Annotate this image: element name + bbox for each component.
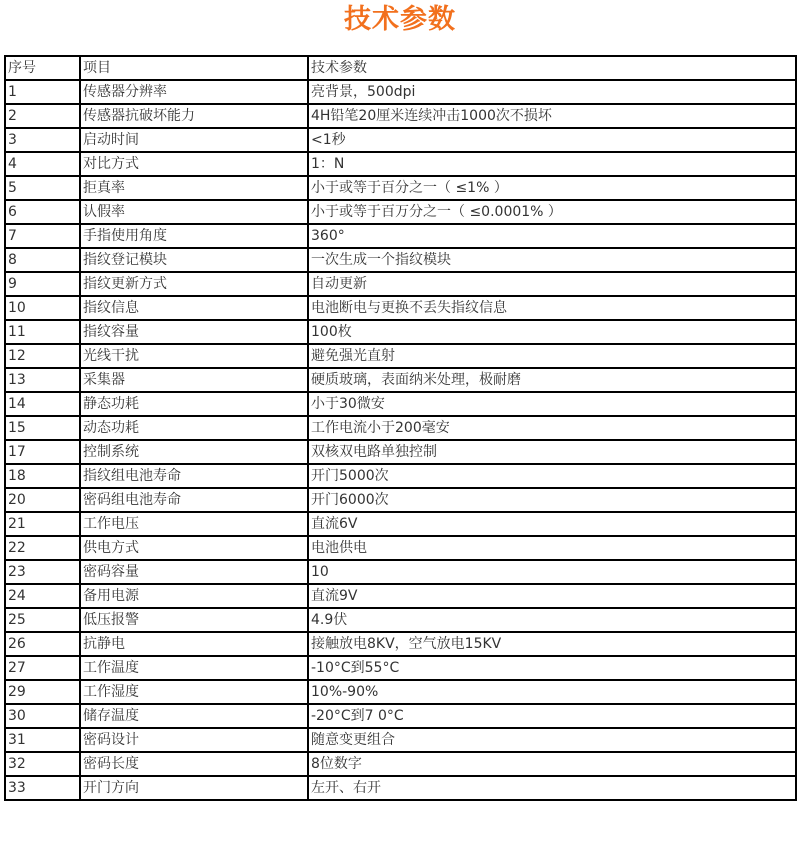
row-parameter: <1秒 [308, 128, 796, 152]
row-parameter: 左开、右开 [308, 776, 796, 800]
row-item: 抗静电 [80, 632, 308, 656]
row-parameter: 1：N [308, 152, 796, 176]
row-item: 指纹容量 [80, 320, 308, 344]
row-item: 静态功耗 [80, 392, 308, 416]
row-index: 4 [5, 152, 80, 176]
row-index: 11 [5, 320, 80, 344]
row-index: 5 [5, 176, 80, 200]
row-index: 21 [5, 512, 80, 536]
row-index: 7 [5, 224, 80, 248]
row-parameter: 100枚 [308, 320, 796, 344]
row-parameter: 电池供电 [308, 536, 796, 560]
table-row [5, 224, 796, 248]
table-row [5, 488, 796, 512]
row-item: 采集器 [80, 368, 308, 392]
table-row [5, 776, 796, 800]
row-parameter: 开门5000次 [308, 464, 796, 488]
row-parameter: 亮背景，500dpi [308, 80, 796, 104]
table-row [5, 248, 796, 272]
row-item: 密码组电池寿命 [80, 488, 308, 512]
row-parameter: 360° [308, 224, 796, 248]
row-item: 工作湿度 [80, 680, 308, 704]
row-index: 31 [5, 728, 80, 752]
row-parameter: 小于或等于百万分之一（ ≤0.0001% ） [308, 200, 796, 224]
row-index: 30 [5, 704, 80, 728]
table-row [5, 200, 796, 224]
row-item: 手指使用角度 [80, 224, 308, 248]
row-index: 17 [5, 440, 80, 464]
row-index: 26 [5, 632, 80, 656]
row-index: 14 [5, 392, 80, 416]
row-item: 备用电源 [80, 584, 308, 608]
row-item: 指纹组电池寿命 [80, 464, 308, 488]
row-index: 13 [5, 368, 80, 392]
row-item: 对比方式 [80, 152, 308, 176]
row-item: 密码长度 [80, 752, 308, 776]
table-row [5, 344, 796, 368]
row-item: 开门方向 [80, 776, 308, 800]
row-index: 2 [5, 104, 80, 128]
row-item: 工作温度 [80, 656, 308, 680]
row-item: 启动时间 [80, 128, 308, 152]
row-parameter: 随意变更组合 [308, 728, 796, 752]
row-parameter: 8位数字 [308, 752, 796, 776]
row-item: 指纹登记模块 [80, 248, 308, 272]
table-row [5, 80, 796, 104]
row-parameter: 工作电流小于200毫安 [308, 416, 796, 440]
header-item: 项目 [80, 56, 308, 80]
row-item: 动态功耗 [80, 416, 308, 440]
table-header-row [5, 56, 796, 80]
row-index: 8 [5, 248, 80, 272]
spec-table [4, 55, 797, 801]
table-row [5, 560, 796, 584]
row-parameter: 小于或等于百分之一（ ≤1% ） [308, 176, 796, 200]
row-item: 储存温度 [80, 704, 308, 728]
row-index: 27 [5, 656, 80, 680]
table-row [5, 272, 796, 296]
row-item: 传感器分辨率 [80, 80, 308, 104]
row-index: 25 [5, 608, 80, 632]
table-row [5, 704, 796, 728]
row-index: 9 [5, 272, 80, 296]
table-row [5, 152, 796, 176]
row-index: 12 [5, 344, 80, 368]
row-index: 29 [5, 680, 80, 704]
row-parameter: 开门6000次 [308, 488, 796, 512]
table-row [5, 752, 796, 776]
table-row [5, 680, 796, 704]
row-item: 光线干扰 [80, 344, 308, 368]
table-row [5, 440, 796, 464]
table-row [5, 104, 796, 128]
table-row [5, 416, 796, 440]
row-item: 指纹信息 [80, 296, 308, 320]
row-parameter: -20°C到7 0°C [308, 704, 796, 728]
table-row [5, 464, 796, 488]
table-row [5, 536, 796, 560]
row-parameter: 10 [308, 560, 796, 584]
table-row [5, 608, 796, 632]
row-item: 供电方式 [80, 536, 308, 560]
row-parameter: 4.9伏 [308, 608, 796, 632]
row-index: 1 [5, 80, 80, 104]
row-item: 工作电压 [80, 512, 308, 536]
row-index: 20 [5, 488, 80, 512]
row-parameter: -10°C到55°C [308, 656, 796, 680]
row-item: 密码设计 [80, 728, 308, 752]
row-parameter: 电池断电与更换不丢失指纹信息 [308, 296, 796, 320]
row-parameter: 一次生成一个指纹模块 [308, 248, 796, 272]
row-index: 23 [5, 560, 80, 584]
row-parameter: 硬质玻璃，表面纳米处理，极耐磨 [308, 368, 796, 392]
row-item: 传感器抗破坏能力 [80, 104, 308, 128]
row-parameter: 避免强光直射 [308, 344, 796, 368]
row-index: 33 [5, 776, 80, 800]
table-row [5, 584, 796, 608]
row-item: 认假率 [80, 200, 308, 224]
row-parameter: 4H铅笔20厘米连续冲击1000次不损坏 [308, 104, 796, 128]
row-index: 32 [5, 752, 80, 776]
row-index: 10 [5, 296, 80, 320]
row-index: 15 [5, 416, 80, 440]
row-index: 18 [5, 464, 80, 488]
row-item: 密码容量 [80, 560, 308, 584]
table-row [5, 128, 796, 152]
row-parameter: 直流6V [308, 512, 796, 536]
table-row [5, 728, 796, 752]
row-parameter: 接触放电8KV，空气放电15KV [308, 632, 796, 656]
table-row [5, 632, 796, 656]
row-index: 6 [5, 200, 80, 224]
row-parameter: 自动更新 [308, 272, 796, 296]
row-parameter: 双核双电路单独控制 [308, 440, 796, 464]
row-index: 24 [5, 584, 80, 608]
row-index: 22 [5, 536, 80, 560]
row-item: 低压报警 [80, 608, 308, 632]
table-row [5, 296, 796, 320]
header-parameter: 技术参数 [308, 56, 796, 80]
row-item: 拒真率 [80, 176, 308, 200]
row-index: 3 [5, 128, 80, 152]
header-index: 序号 [5, 56, 80, 80]
table-row [5, 320, 796, 344]
page-title: 技术参数 [344, 4, 456, 35]
row-parameter: 小于30微安 [308, 392, 796, 416]
table-row [5, 656, 796, 680]
row-parameter: 10%-90% [308, 680, 796, 704]
table-row [5, 368, 796, 392]
table-row [5, 512, 796, 536]
row-parameter: 直流9V [308, 584, 796, 608]
table-row [5, 176, 796, 200]
row-item: 控制系统 [80, 440, 308, 464]
row-item: 指纹更新方式 [80, 272, 308, 296]
table-row [5, 392, 796, 416]
